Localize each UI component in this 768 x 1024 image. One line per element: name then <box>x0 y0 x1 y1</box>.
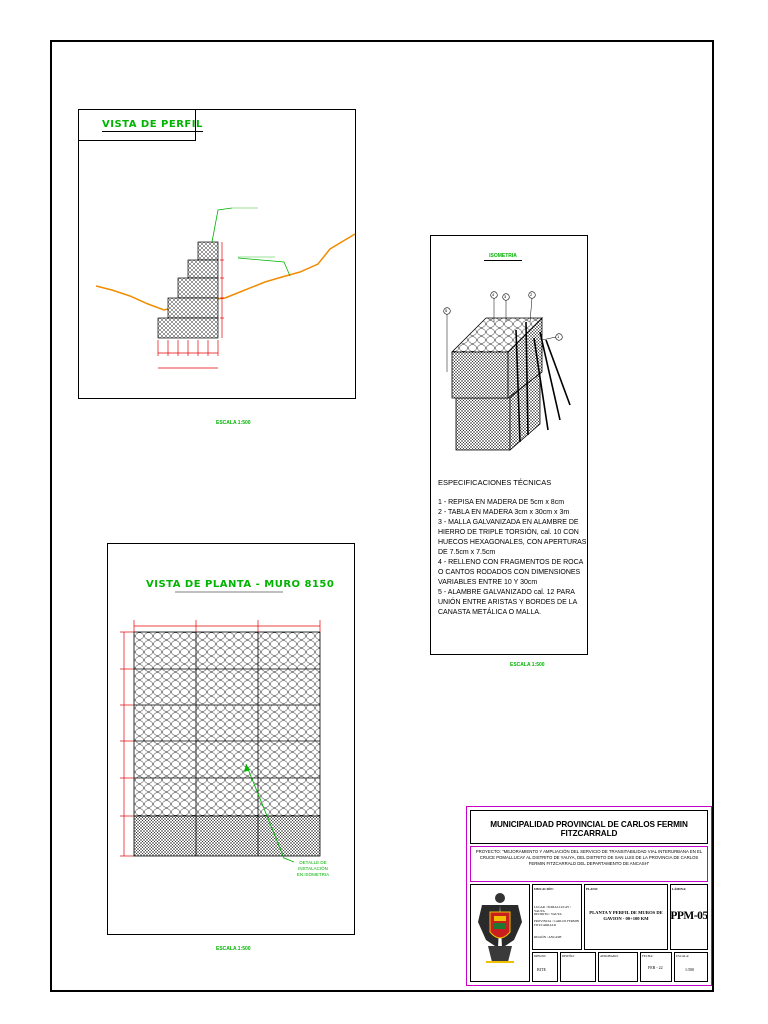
plan-name: PLANTA Y PERFIL DE MUROS DE GAVION - 00+100 KM <box>589 910 663 921</box>
iso-marker-3: 3 <box>504 294 507 299</box>
specs-heading: ESPECIFICACIONES TÉCNICAS <box>438 478 552 487</box>
profile-scale: ESCALA 1:500 <box>216 420 251 426</box>
iso-marker-5: 5 <box>445 308 448 313</box>
footer-approved-label: APROBADO: <box>600 954 619 958</box>
spec-item-2: 2 - TABLA EN MADERA 3cm x 30cm x 3m <box>438 509 570 516</box>
footer-drawn-label: DIBUJO: <box>534 954 547 958</box>
project-description: PROYECTO: "MEJORAMIENTO Y AMPLIACIÓN DEL SERVICIO DE TRANSITABILIDAD VIAL INTERURBANA EN EL CRUCE POMALLUCAY AL DISTRITO DE YAUYA, DEL DISTRITO DE SAN LUIS DE LA PROVINCIA DE CARLOS FERMIN FITZCARRALD DEL DEPARTAMENTO DE ANCASH" <box>475 849 703 866</box>
isometric-title: ISOMETRIA <box>484 253 522 261</box>
location-label: UBICACIÓN: <box>534 887 554 891</box>
footer-date-value: FEB - 22 <box>648 965 663 970</box>
profile-title: VISTA DE PERFIL <box>102 119 203 130</box>
sheet-label: LÁMINA: <box>672 887 687 891</box>
footer-scale-value: 1:500 <box>685 967 695 972</box>
footer-drawn-value: BITE <box>537 967 546 972</box>
location-cell <box>532 884 582 950</box>
iso-marker-1: 1 <box>557 334 560 339</box>
location-line-1: LUGAR : POMALLUCAY / YAUYA <box>534 905 571 913</box>
spec-item-3: 3 - MALLA GALVANIZADA EN ALAMBRE DE HIERRO DE TRIPLE TORSIÓN, cal. 10 CON HUECOS HEXAGONALES, CON APERTURAS DE 7.5cm x 7.5cm <box>438 519 587 556</box>
iso-marker-4: 4 <box>492 292 495 297</box>
spec-item-1: 1 - REPISA EN MADERA DE 5cm x 8cm <box>438 499 565 506</box>
plan-callout: DETALLE DE INSTALACIÓN EN ISOMETRIA <box>296 860 330 877</box>
footer-design-label: DISEÑO: <box>562 954 575 958</box>
location-line-3: PROVINCIA : CARLOS FERMIN FITZCARRALD <box>534 919 580 927</box>
footer-date-label: FECHA: <box>642 954 654 958</box>
footer-scale-label: ESCALA: <box>676 954 690 958</box>
entity-name: MUNICIPALIDAD PROVINCIAL DE CARLOS FERMIN FITZCARRALD <box>490 820 688 838</box>
spec-item-5: 5 - ALAMBRE GALVANIZADO cal. 12 PARA UNIÓN ENTRE ARISTAS Y BORDES DE LA CANASTA METÁLICA O MALLA. <box>438 589 577 616</box>
location-line-4: REGIÓN : ANCASH <box>534 935 562 939</box>
iso-marker-2: 2 <box>530 292 533 297</box>
sheet-code: PPM-05 <box>670 910 708 922</box>
plan-label: PLANO: <box>586 887 599 891</box>
spec-item-4: 4 - RELLENO CON FRAGMENTOS DE ROCA O CANTOS RODADOS CON DIMENSIONES VARIABLES ENTRE 10 Y 30cm <box>438 559 583 586</box>
plan-title: VISTA DE PLANTA - MURO 8150 <box>146 579 335 590</box>
plan-scale: ESCALA 1:500 <box>216 946 251 952</box>
isometric-scale: ESCALA 1:500 <box>510 662 545 668</box>
location-line-2: DISTRITO : YAUYA <box>534 912 562 916</box>
